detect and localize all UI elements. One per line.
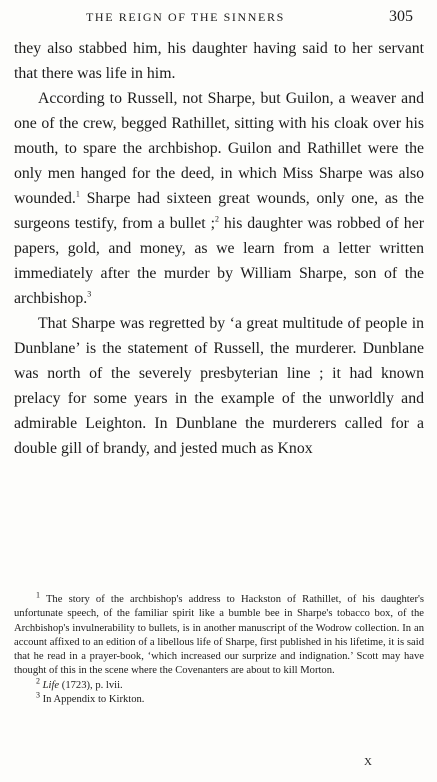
footnote-2-text: (1723), p. lvii. (59, 679, 123, 691)
signature-mark: X (364, 756, 373, 768)
paragraph-2-part-b: Sharpe had sixteen great wounds, only one, as the surgeons testify, from a bullet ; (14, 190, 424, 232)
footnote-ref-3: 3 (87, 289, 92, 299)
running-title: THE REIGN OF THE SINNERS (86, 10, 285, 24)
paragraph-2-part-c: his daughter was robbed of her papers, gold, and money, as we learn from a letter written immediately after the murder by William Sharpe, son of the archbishop. (14, 215, 424, 307)
paragraph-2 (14, 86, 424, 311)
paragraph-1: they also stabbed him, his daughter having said to her servant that there was life in him. (14, 40, 424, 82)
paragraph-3: That Sharpe was regretted by ‘a great multitude of people in Dunblane’ is the statement of Russell, the murderer. Dunblane was north of the severely presbyterian line ; it had known prelacy for some years in the example of the unworldly and admirable Leighton. In Dunblane the murderers called for a double gill of brandy, and jested much as Knox (14, 315, 424, 457)
footnote-ref-2: 2 (214, 214, 219, 224)
body-text (14, 36, 424, 461)
page-number: 305 (389, 8, 413, 25)
footnote-2-title: Life (40, 679, 60, 691)
footnote-3-text: In Appendix to Kirkton. (40, 694, 145, 706)
footnote-1-number: 1 (36, 590, 40, 600)
footnote-2 (14, 676, 424, 693)
footnotes (14, 590, 424, 707)
footnote-3 (14, 690, 424, 707)
footnote-1-text: The story of the archbishop's address to Hackston of Rathillet, of his daughter's unfortunate speech, of the familiar spirit like a bumble bee in Sharpe's tobacco box, of the Archbishop's invulnerability to bullets, is in another manuscript of the Wodrow collection. In an account affixed to an edition of a libellous life of Sharpe, first published in his lifetime, it is said that he read in a prayer-book, ‘which increased our surprize and indignation.’ Scott may have thought of this in the scene where the Covenanters are about to kill Morton. (14, 594, 424, 677)
paragraph-2-part-a: According to Russell, not Sharpe, but Guilon, a weaver and one of the crew, begged Rathillet, sitting with his cloak over his mouth, to spare the archbishop. Guilon and Rathillet were the only men hanged for the deed, in which Miss Sharpe was also wounded. (14, 90, 424, 207)
footnote-2-number: 2 (36, 676, 40, 686)
footnote-3-number: 3 (36, 690, 40, 700)
footnote-ref-1: 1 (75, 189, 80, 199)
footnote-1 (14, 590, 424, 679)
running-head (26, 8, 413, 28)
